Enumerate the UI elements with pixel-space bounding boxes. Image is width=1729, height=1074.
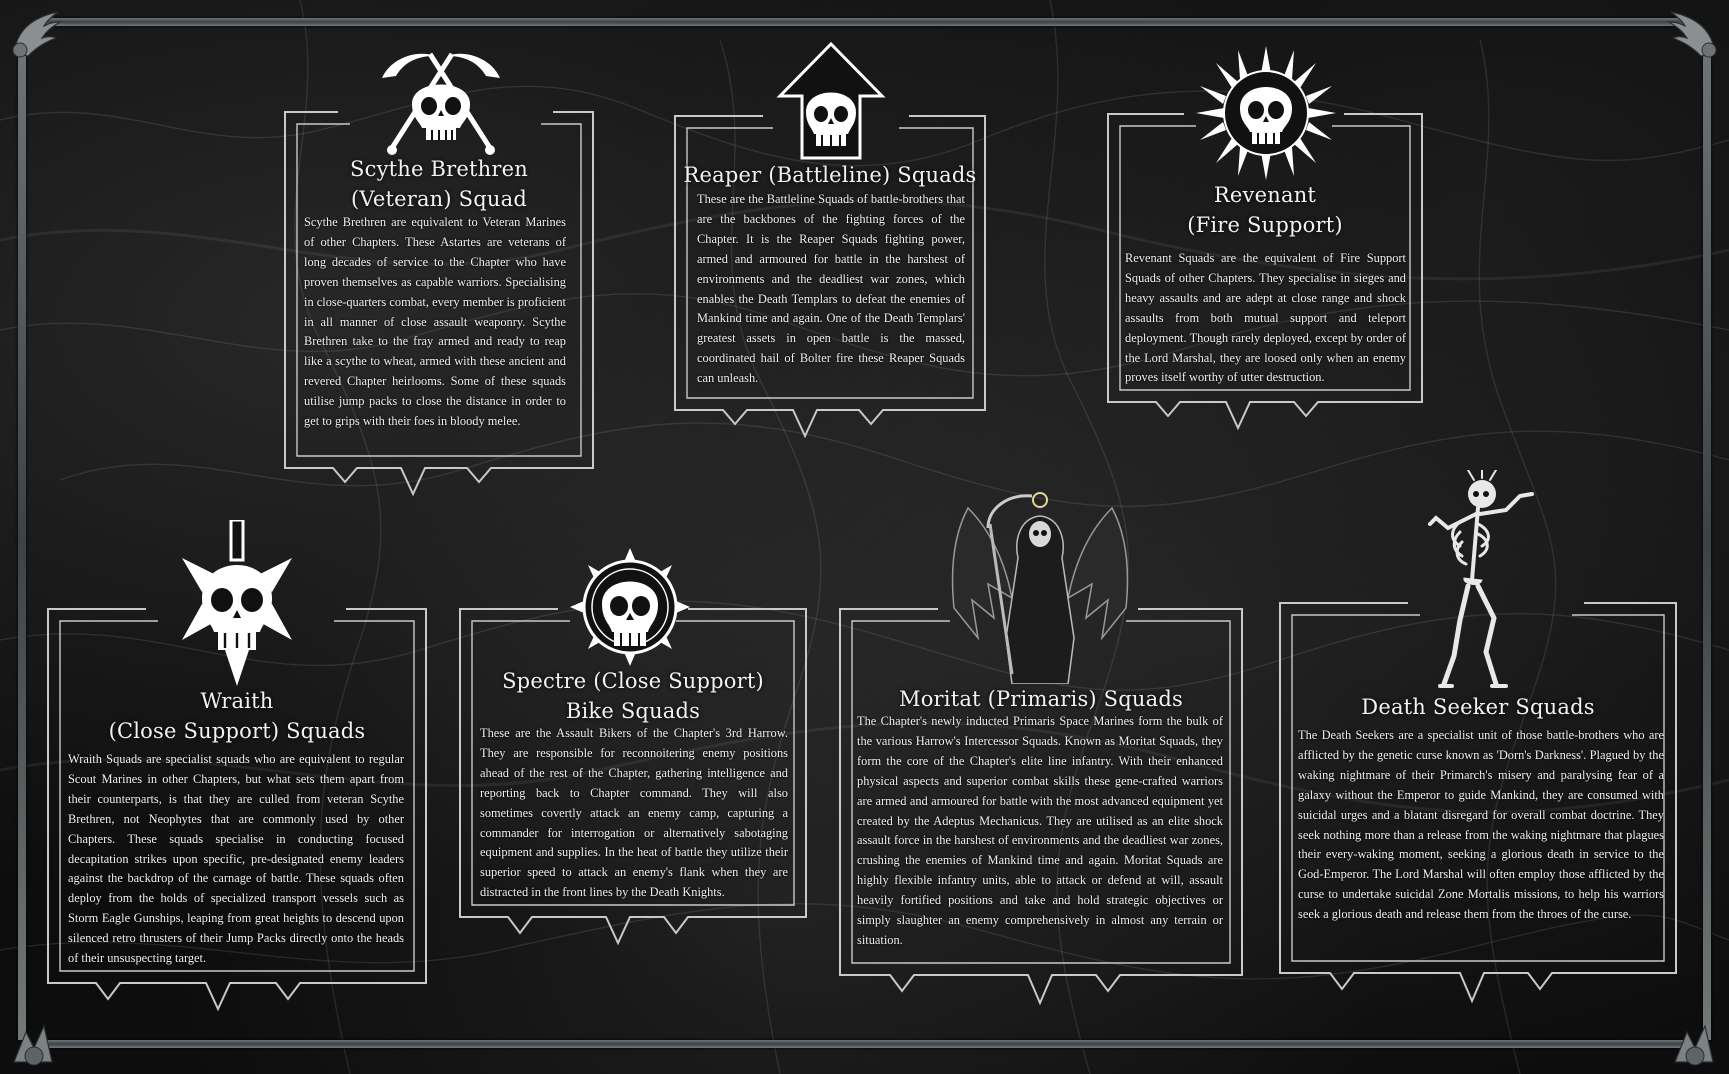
squad-title-line-1: Death Seeker Squads xyxy=(1361,695,1595,719)
squad-description: Wraith Squads are specialist squads who are equivalent to regular Scout Marines in other Chapters, but what sets them apart from their counterparts, is that they are culled from veteran Scythe Brethren, not Neophytes that are commonly used by other Chapters. These squads specialise in conducting focused decapitation strikes upon specific, pre-designated enemy leaders against the backdrop of the carnage of battle. These squads often deploy from the holds of specialized transport vessels such as Storm Eagle Gunships, leaping from great heights to descend upon silenced retro thrusters of their Jump Packs directly onto the heads of their unsuspecting target. xyxy=(68,752,404,966)
corner-wing-top-left-icon xyxy=(6,4,66,64)
squad-description: These are the Battleline Squads of battle-brothers that are the backbones of the fighting forces of the Chapter. It is the Reaper Squads fighting power, armed and armoured for battle in the harshest of environments and the deadliest war zones, which enables the Death Templars to defeat the enemies of Mankind time and again. One of the Death Templars' greatest assets in open battle is the massed, coordinated hail of Bolter fire these Reaper Squads can unleash. xyxy=(697,192,965,386)
sword-cross-skull-icon xyxy=(182,520,292,688)
starburst-skull-icon xyxy=(1196,46,1336,180)
winged-reaper-icon xyxy=(948,488,1132,684)
squad-title-line-1: Reaper (Battleline) Squads xyxy=(683,163,977,187)
frame-bottom-bar xyxy=(40,1040,1690,1048)
squad-title-line-1: Moritat (Primaris) Squads xyxy=(899,687,1183,711)
dancing-skeleton-icon xyxy=(1420,470,1544,692)
frame-top-bar xyxy=(40,18,1690,26)
squad-description: Scythe Brethren are equivalent to Veteran Marines of other Chapters. These Astartes are veterans of long decades of service to the Chapter who have proven themselves as capable warriors. Specialising in close-quarters combat, every member is proficient in all manner of close assault weaponry. Scythe Brethren take to the fray armed and ready to reap like a scythe to wheat, armed with these ancient and revered Chapter heirlooms. Some of these squads utilise jump packs to close the distance in order to get to grips with their foes in bloody melee. xyxy=(304,215,566,429)
squad-title xyxy=(283,154,595,214)
squad-title-line-1: Spectre (Close Support) xyxy=(502,669,764,693)
squad-title xyxy=(1106,180,1424,240)
squad-title-line-1: Scythe Brethren xyxy=(350,157,528,181)
frame-right-bar xyxy=(1703,40,1711,1040)
squad-title-line-2: (Veteran) Squad xyxy=(351,187,527,211)
squad-title-line-2: Bike Squads xyxy=(565,699,701,723)
squad-description: The Chapter's newly inducted Primaris Space Marines form the bulk of the various Harrow's Intercessor Squads. Known as Moritat Squads, they form the core of the Chapter's elite line infantry. With their enhanced physical aspects and superior combat skills these gene-crafted warriors are armed and armoured for battle with the most advanced equipment yet created by the Adeptus Mechanicus. They are utilised as an elite shock assault force in the harshest of environments and the deadliest war zones, crushing the enemies of Mankind time and again. Moritat Squads are highly flexible infantry units, able to attack or defend at will, assault heavily fortified positions and take and hold strategic objectives or simply slaughter an enemy comprehensively in almost any terrain or situation. xyxy=(857,714,1223,947)
crossed-scythes-skull-icon xyxy=(372,48,510,156)
frame-left-bar xyxy=(18,40,26,1040)
squad-description: Revenant Squads are the equivalent of Fire Support Squads of other Chapters. They specialise in sieges and heavy assaults and are adept at close range and shock assaults from both mutual support and teleport deployment. Though rarely deployed, except by order of the Lord Marshal, they are loosed only when an enemy proves itself worthy of utter destruction. xyxy=(1125,251,1406,385)
arrow-skull-icon xyxy=(776,42,886,160)
corner-ornament-bottom-right-icon xyxy=(1665,1012,1725,1072)
squad-title xyxy=(458,666,808,726)
squad-title-line-1: Revenant xyxy=(1213,183,1317,207)
squad-title xyxy=(46,686,428,746)
squad-title xyxy=(1278,692,1678,722)
squad-description: These are the Assault Bikers of the Chapter's 3rd Harrow. They are responsible for reconnoitering enemy positions ahead of the rest of the Chapter, gathering intelligence and reporting back to Chapter command. They will also sometimes covertly attack an enemy camp, capturing a commander for interrogation or alternatively sabotaging equipment and supplies. In the heat of battle they utilize their superior speed to attack an enemy's flank when they are distracted in the front lines by the Death Knights. xyxy=(480,726,788,900)
squad-title xyxy=(838,684,1244,714)
squad-title-line-1: Wraith xyxy=(200,689,274,713)
squad-title-line-2: (Fire Support) xyxy=(1187,213,1343,237)
cog-skull-icon xyxy=(570,548,690,666)
squad-title xyxy=(673,160,987,190)
squad-description: The Death Seekers are a specialist unit of those battle-brothers who are afflicted by the genetic curse known as 'Dorn's Darkness'. Plagued by the waking nightmare of their Primarch's misery and paralysing fear of a galaxy without the Emperor to guide Mankind, they are consumed with suicidal urges and a blatant disregard for overall combat doctrine. They seek nothing more than a release from the waking nightmare that plagues their every-waking moment, seeking a glorious death in service to the God-Emperor. The Lord Marshal will often employ those afflicted by the curse to undertake suicidal Zone Mortalis missions, to help his warriors seek a glorious death and release them from the throes of the curse. xyxy=(1298,728,1664,922)
corner-wing-top-right-icon xyxy=(1663,4,1723,64)
squad-title-line-2: (Close Support) Squads xyxy=(108,719,366,743)
